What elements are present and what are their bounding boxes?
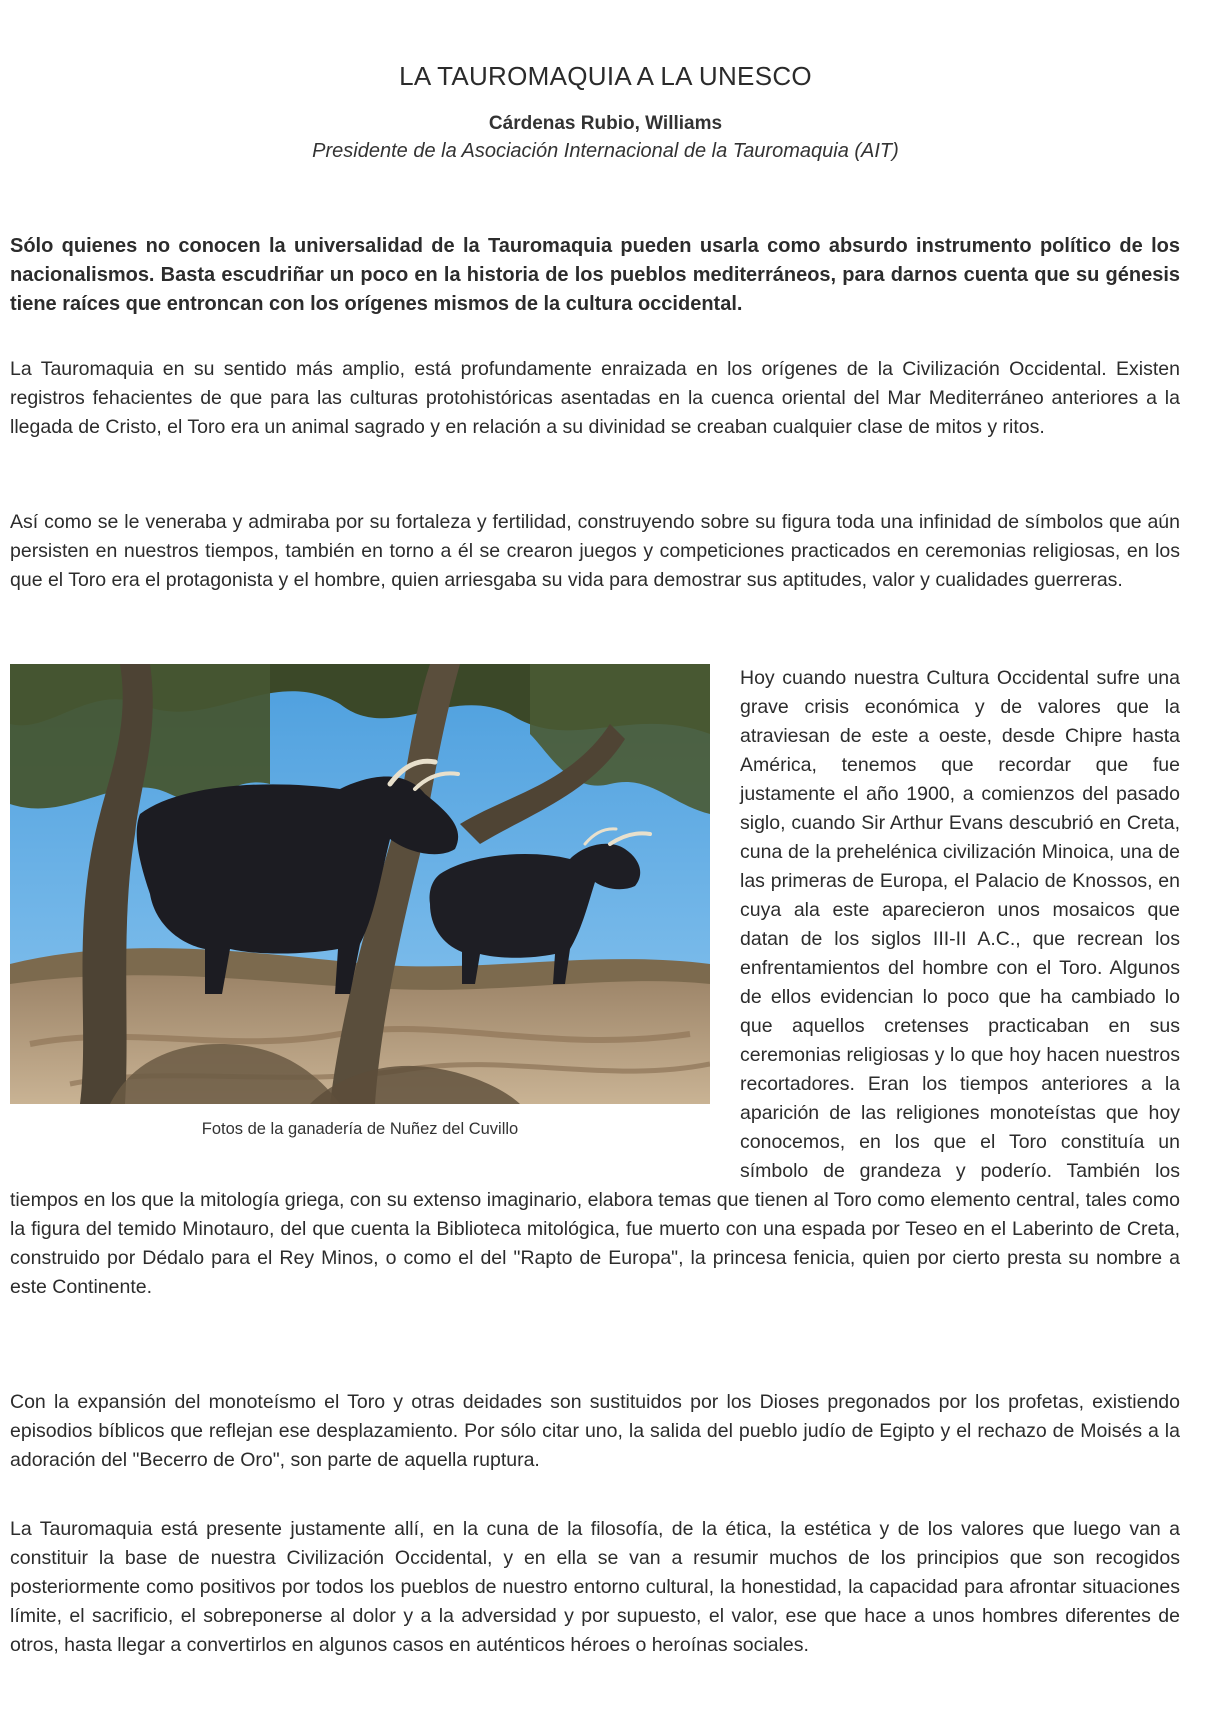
- article-author: Cárdenas Rubio, Williams: [488, 113, 723, 134]
- paragraph-3: Hoy cuando nuestra Cultura Occidental sufre una grave crisis económica y de valores que la atraviesan de este a oeste, desde Chipre hasta América, tenemos que recordar que fue justamente el año 1900, a comienzos del pasado siglo, cuando Sir Arthur Evans descubrió en Creta, cuna de la prehelénica civilización Minoica, una de las primeras de Europa, el Palacio de Knossos, en cuya ala este aparecieron unos mosaicos que datan de los siglos III-II A.C., que recrean los enfrentamientos del hombre con el Toro. Algunos de ellos evidencian lo poco que ha cambiado lo que aquellos cretenses practicaban en sus ceremonias religiosas y lo que hoy hacen nuestros recortadores. Eran los tiempos anteriores a la aparición de las religiones monoteístas que hoy conocemos, en los que el Toro constituía un símbolo de grandeza y poderío. También los tiempos en los que la mitología griega, con su extenso imaginario, elabora temas que tienen al Toro como elemento central, tales como la figura del temido Minotauro, del que cuenta la Biblioteca mitológica, fue muerto con una espada por Teseo en el Laberinto de Creta, construido por Dédalo para el Rey Minos, o como el del "Rapto de Europa", la princesa fenicia, quien por cierto presta su nombre a este Continente.: [10, 667, 1180, 1298]
- photo-section: [10, 664, 1180, 1302]
- paragraph-2: Así como se le veneraba y admiraba por su fortaleza y fertilidad, construyendo sobre su figura toda una infinidad de símbolos que aún persisten en nuestros tiempos, también en torno a él se crearon juegos y competiciones practicados en ceremonias religiosas, en los que el Toro era el protagonista y el hombre, quien arriesgaba su vida para demostrar sus aptitudes, valor y cualidades guerreras.: [10, 511, 1180, 591]
- paragraph-1: La Tauromaquia en su sentido más amplio, está profundamente enraizada en los orígenes de la Civilización Occidental. Existen registros fehacientes de que para las culturas protohistóricas asentadas en la cuenca oriental del Mar Mediterráneo anteriores a la llegada de Cristo, el Toro era un animal sagrado y en relación a su divinidad se creaban cualquier clase de mitos y ritos.: [10, 358, 1180, 438]
- intro-paragraph: Sólo quienes no conocen la universalidad de la Tauromaquia pueden usarla como absurdo instrumento político de los nacionalismos. Basta escudriñar un poco en la historia de los pueblos mediterráneos, para darnos cuenta que su génesis tiene raíces que entroncan con los orígenes mismos de la cultura occidental.: [10, 235, 1180, 315]
- paragraph-4: Con la expansión del monoteísmo el Toro y otras deidades son sustituidos por los Dioses pregonados por los profetas, existiendo episodios bíblicos que reflejan ese desplazamiento. Por sólo citar uno, la salida del pueblo judío de Egipto y el rechazo de Moisés a la adoración del "Becerro de Oro", son parte de aquella ruptura.: [10, 1391, 1180, 1471]
- photo-figure: [10, 664, 710, 1162]
- article-title: LA TAUROMAQUIA A LA UNESCO: [399, 61, 812, 92]
- author-role: Presidente de la Asociación Internacional de la Tauromaquia (AIT): [312, 140, 899, 162]
- paragraph-5: La Tauromaquia está presente justamente allí, en la cuna de la filosofía, de la ética, la estética y de los valores que luego van a constituir la base de nuestra Civilización Occidental, y en ella se van a resumir muchos de los principios que son recogidos posteriormente como positivos por todos los pueblos de nuestro entorno cultural, la honestidad, la capacidad para afrontar situaciones límite, el sacrificio, el sobreponerse al dolor y a la adversidad y por supuesto, el valor, ese que hace a unos hombres diferentes de otros, hasta llegar a convertirlos en algunos casos en auténticos héroes o heroínas sociales.: [10, 1518, 1180, 1656]
- bulls-photo: [10, 664, 710, 1104]
- photo-caption: Fotos de la ganadería de Nuñez del Cuvillo: [201, 1120, 519, 1138]
